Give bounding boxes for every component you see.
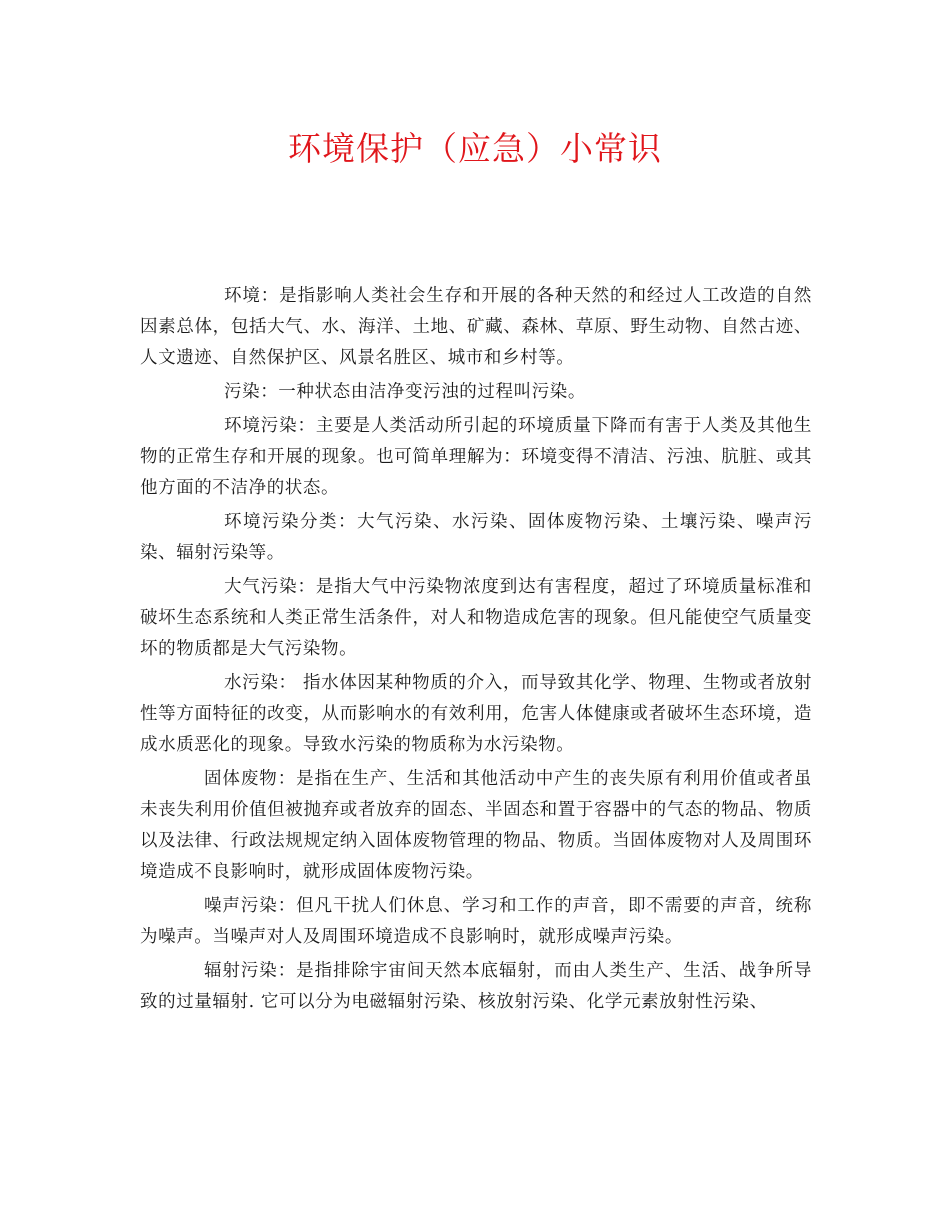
paragraph-environment: 环境：是指影响人类社会生存和开展的各种天然的和经过人工改造的自然因素总体，包括大气、水、海洋、土地、矿藏、森林、草原、野生动物、自然古迹、人文遗迹、自然保护区、风景名胜区、城市和乡村等。 — [140, 286, 812, 368]
paragraph-radiation-pollution: 辐射污染：是指排除宇宙间天然本底辐射，而由人类生产、生活、战争所导致的过量辐射. 它可以分为电磁辐射污染、核放射污染、化学元素放射性污染、 — [140, 961, 812, 1012]
paragraph-pollution-categories: 环境污染分类：大气污染、水污染、固体废物污染、土壤污染、噪声污染、辐射污染等。 — [140, 512, 812, 563]
document-title: 环境保护（应急）小常识 — [288, 129, 662, 168]
paragraph-noise-pollution: 噪声污染：但凡干扰人们休息、学习和工作的声音，即不需要的声音，统称为噪声。当噪声对人及周围环境造成不良影响时，就形成噪声污染。 — [140, 896, 812, 947]
paragraph-environmental-pollution: 环境污染：主要是人类活动所引起的环境质量下降而有害于人类及其他生物的正常生存和开展的现象。也可简单理解为：环境变得不清洁、污浊、肮脏、或其他方面的不洁净的状态。 — [140, 416, 812, 498]
paragraph-water-pollution: 水污染： 指水体因某种物质的介入，而导致其化学、物理、生物或者放射性等方面特征的改变，从而影响水的有效利用，危害人体健康或者破坏生态环境，造成水质恶化的现象。导致水污染的物质称为水污染物。 — [140, 673, 812, 755]
document-body — [140, 281, 812, 1021]
paragraph-solid-waste: 固体废物：是指在生产、生活和其他活动中产生的丧失原有利用价值或者虽未丧失利用价值但被抛弃或者放弃的固态、半固态和置于容器中的气态的物品、物质以及法律、行政法规规定纳入固体废物管理的物品、物质。当固体废物对人及周围环境造成不良影响时，就形成固体废物污染。 — [140, 769, 812, 882]
paragraph-air-pollution: 大气污染：是指大气中污染物浓度到达有害程度，超过了环境质量标准和破坏生态系统和人类正常生活条件，对人和物造成危害的现象。但凡能使空气质量变坏的物质都是大气污染物。 — [140, 577, 812, 659]
paragraph-pollution: 污染：一种状态由洁净变污浊的过程叫污染。 — [224, 382, 586, 402]
